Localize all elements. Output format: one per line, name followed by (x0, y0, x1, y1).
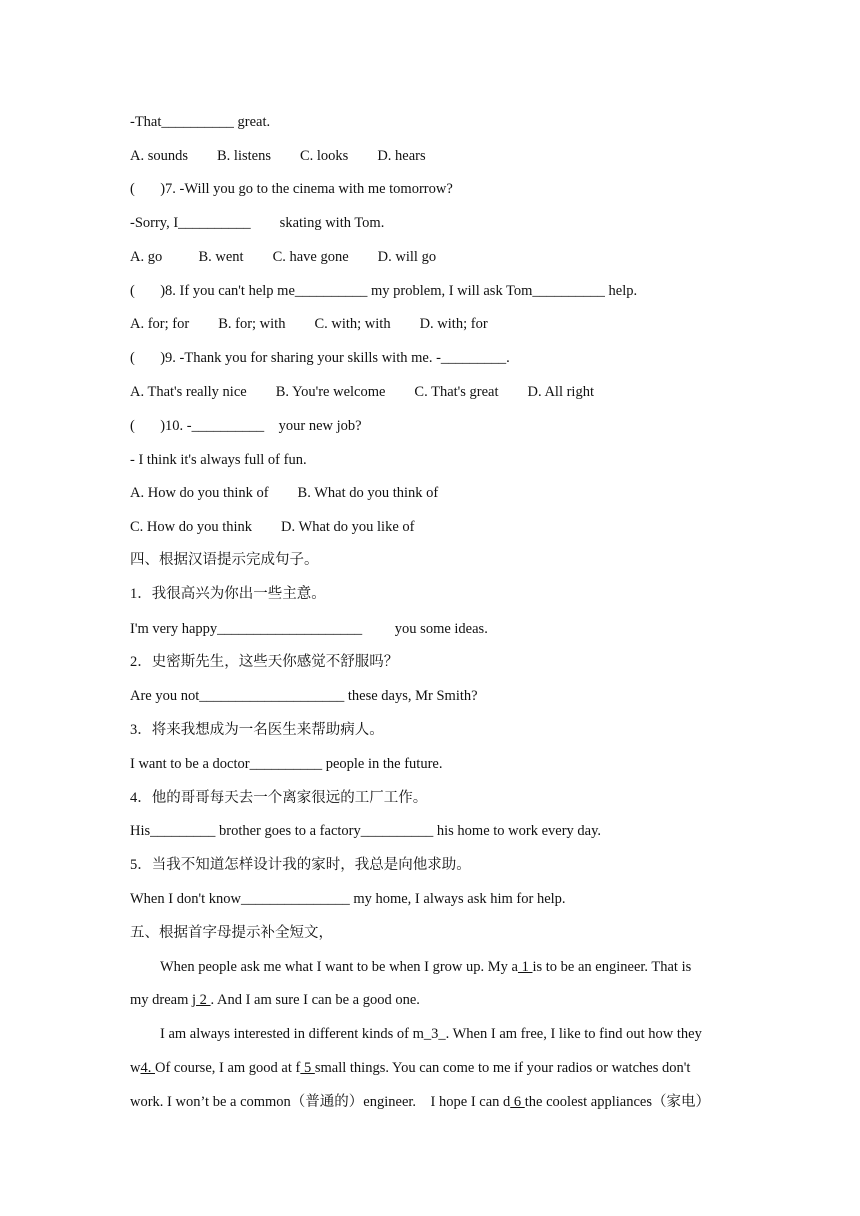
passage-line (160, 957, 691, 977)
blank-number: 4. (140, 1060, 155, 1076)
answer-options: A. go B. went C. have gone D. will go (130, 249, 437, 265)
answer-options: A. That's really nice B. You're welcome C. That's great D. All right (130, 384, 594, 400)
passage-text: When people ask me what I want to be when I grow up. My a (160, 959, 518, 975)
passage-text: small things. You can come to me if your radios or watches don't (314, 1060, 691, 1076)
passage-line (130, 990, 420, 1010)
blank-number: 2 (196, 992, 211, 1008)
blank-number: 5 (300, 1060, 315, 1076)
passage-line (130, 1092, 710, 1112)
text-line: -That__________ great. (130, 114, 271, 130)
passage-text: my dream j (130, 992, 197, 1008)
passage-text: work. I won’t be a common（普通的）engineer. I hope I can d (130, 1094, 511, 1110)
passage-text: is to be an engineer. That is (532, 959, 692, 975)
passage-text: w (130, 1060, 141, 1076)
passage-text: Of course, I am good at f (154, 1060, 301, 1076)
chinese-prompt: 1．我很高兴为你出一些主意。 (130, 586, 326, 602)
chinese-prompt: 3．将来我想成为一名医生来帮助病人。 (130, 722, 384, 738)
blank-number: 1 (517, 959, 533, 975)
chinese-prompt: 5．当我不知道怎样设计我的家时，我总是向他求助。 (130, 857, 471, 873)
text-line: When I don't know_______________ my home, I always ask him for help. (130, 891, 566, 907)
answer-options: C. How do you think D. What do you like of (130, 519, 415, 535)
passage-text: . And I am sure I can be a good one. (210, 992, 420, 1008)
passage-line: I am always interested in different kinds of m_3_. When I am free, I like to find out how they (160, 1026, 702, 1042)
answer-options: A. for; for B. for; with C. with; with D. with; for (130, 316, 488, 332)
text-line: I'm very happy____________________ you some ideas. (130, 621, 488, 637)
text-line: - I think it's always full of fun. (130, 452, 307, 468)
text-line: Are you not____________________ these days, Mr Smith? (130, 688, 478, 704)
chinese-prompt: 4．他的哥哥每天去一个离家很远的工厂工作。 (130, 790, 428, 806)
section-heading: 五、根据首字母提示补全短文， (130, 925, 333, 941)
passage-line (130, 1058, 690, 1078)
blank-number: 6 (510, 1094, 525, 1110)
question-9: ( )9. -Thank you for sharing your skills with me. -_________. (130, 350, 510, 366)
question-10: ( )10. -__________ your new job? (130, 418, 362, 434)
question-8: ( )8. If you can't help me__________ my problem, I will ask Tom__________ help. (130, 283, 638, 299)
chinese-prompt: 2．史密斯先生，这些天你感觉不舒服吗？ (130, 654, 399, 670)
text-line: I want to be a doctor__________ people in the future. (130, 756, 443, 772)
passage-text: the coolest appliances（家电） (524, 1094, 710, 1110)
answer-options: A. sounds B. listens C. looks D. hears (130, 148, 426, 164)
text-line: His_________ brother goes to a factory__________ his home to work every day. (130, 823, 602, 839)
section-heading: 四、根据汉语提示完成句子。 (130, 552, 319, 568)
question-7: ( )7. -Will you go to the cinema with me tomorrow? (130, 181, 453, 197)
text-line: -Sorry, I__________ skating with Tom. (130, 215, 385, 231)
answer-options: A. How do you think of B. What do you think of (130, 485, 439, 501)
